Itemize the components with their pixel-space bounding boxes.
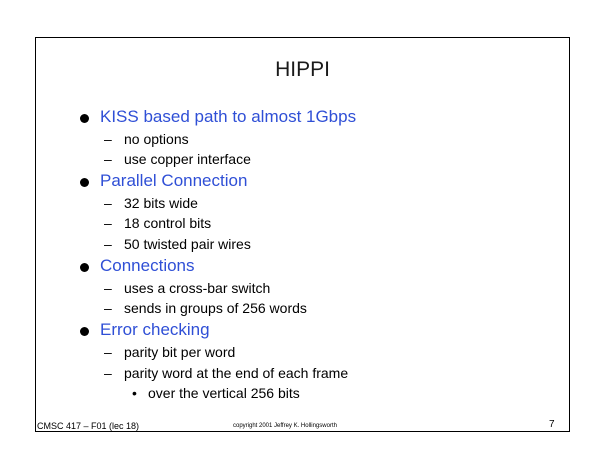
dash-icon: – [104, 215, 112, 231]
sub-item-label: parity bit per word [124, 344, 236, 360]
sub-item-label: no options [124, 131, 189, 147]
dash-icon: – [104, 195, 112, 211]
dash-icon: – [104, 300, 112, 316]
sub-item [104, 195, 198, 211]
dash-icon: – [104, 236, 112, 252]
bullet-icon [80, 178, 89, 187]
bullet-parallel-connection: Parallel Connection [100, 171, 248, 190]
bullet-icon [80, 263, 89, 272]
sub-item [104, 215, 211, 231]
dash-icon: – [104, 344, 112, 360]
bullet-icon [80, 327, 89, 336]
bullet-kiss: KISS based path to almost 1Gbps [100, 107, 357, 126]
small-bullet-icon: • [132, 385, 137, 401]
sub-item-label: parity word at the end of each frame [124, 365, 349, 381]
bullet-connections: Connections [100, 256, 195, 275]
sub-item-label: 50 twisted pair wires [124, 236, 251, 252]
bullet-error-checking: Error checking [100, 320, 210, 339]
sub-item-label: uses a cross-bar switch [124, 280, 271, 296]
sub-item-label: 18 control bits [124, 215, 212, 231]
sub-item-label: sends in groups of 256 words [124, 300, 307, 316]
footer-copyright: copyright 2001 Jeffrey K. Hollingsworth [233, 423, 337, 429]
dash-icon: – [104, 280, 112, 296]
sub-item-label: 32 bits wide [124, 195, 198, 211]
sub-item-label: use copper interface [124, 151, 251, 167]
sub-item [104, 131, 189, 147]
page-number: 7 [549, 419, 555, 430]
sub-item [104, 300, 307, 316]
sub-item [104, 280, 270, 296]
footer-course-label: CMSC 417 – F01 (lec 18) [37, 421, 140, 431]
dash-icon: – [104, 365, 112, 381]
sub-item [104, 365, 348, 381]
dash-icon: – [104, 151, 112, 167]
bullet-icon [80, 114, 89, 123]
sub-sub-item [132, 385, 300, 401]
sub-item [104, 236, 251, 252]
sub-sub-item-label: over the vertical 256 bits [148, 385, 300, 401]
sub-item [104, 344, 235, 360]
slide-title: HIPPI [275, 58, 330, 81]
sub-item [104, 151, 251, 167]
dash-icon: – [104, 131, 112, 147]
